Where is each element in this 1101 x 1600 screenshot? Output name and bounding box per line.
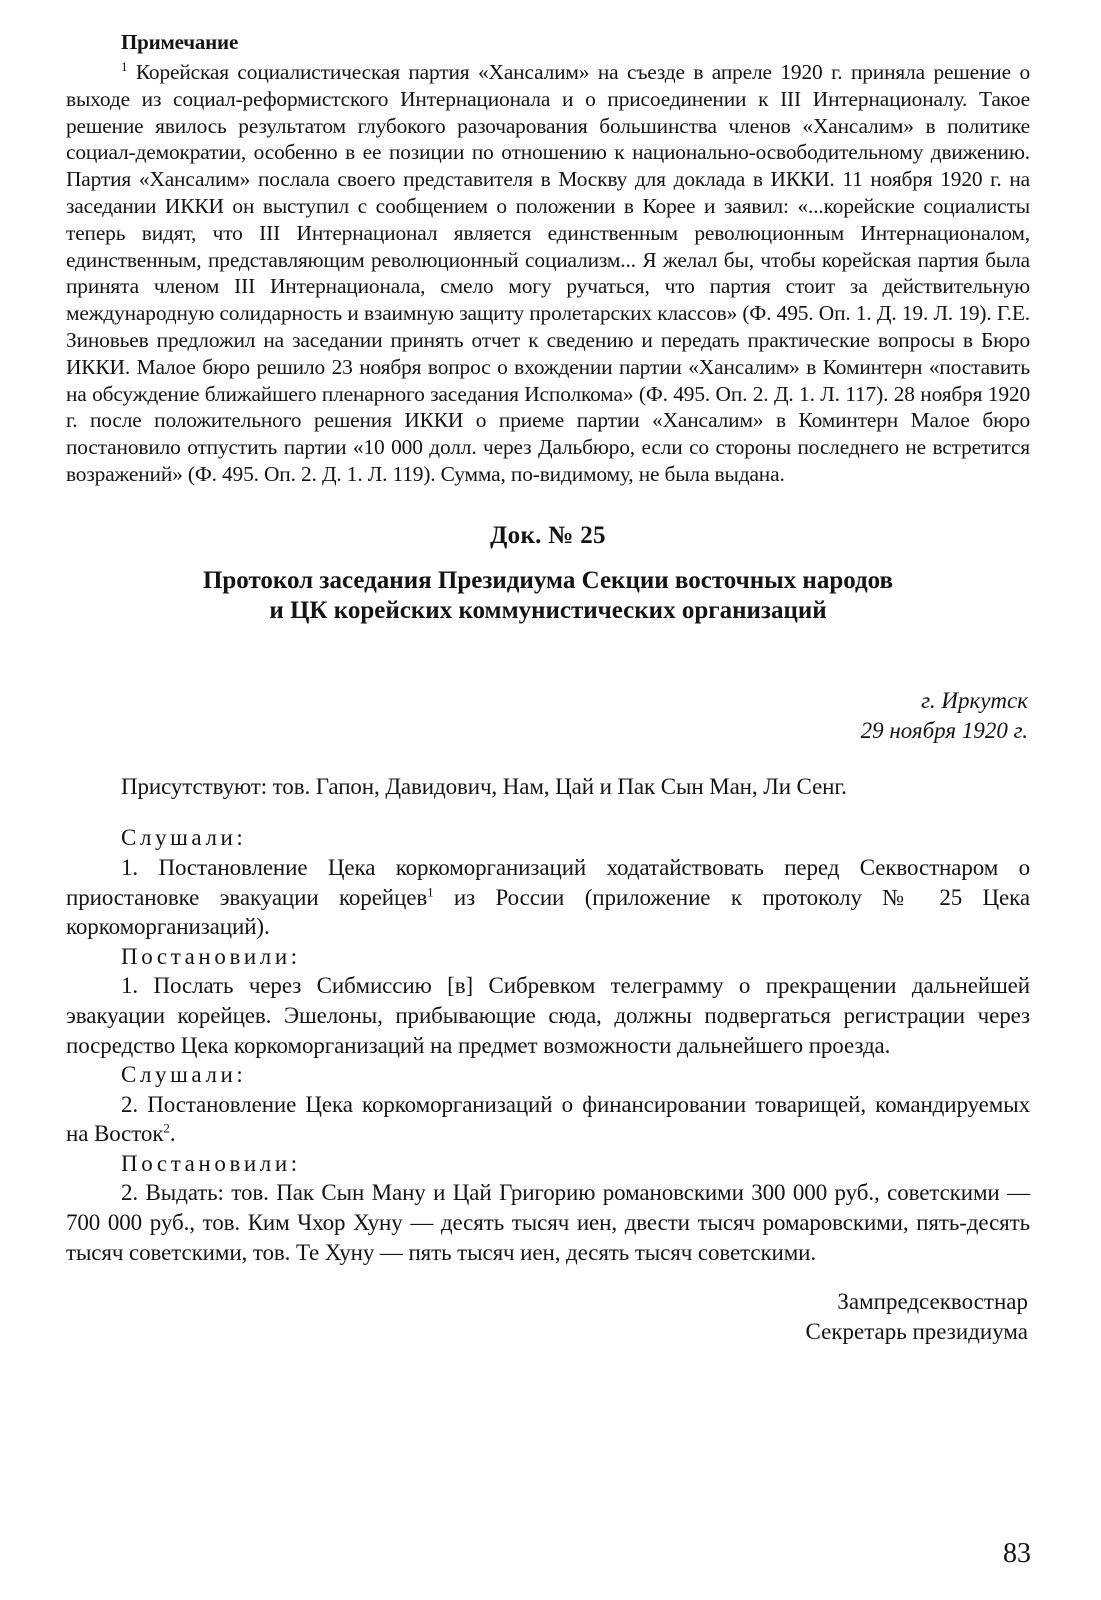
heard-item-1-text-end: из России (приложение к протоколу № 25 Цека коркоморганизаций). [66,884,1030,940]
resolved-label-2: Постановили: [121,1150,301,1176]
heard-item-2-text: 2. Постановление Цека коркоморганизаций о финансировании товарищей, командируемых на Восток [66,1091,1030,1147]
signature-block [66,1287,1030,1347]
resolved-item-2: 2. Выдать: тов. Пак Сын Ману и Цай Григорию романовскими 300 000 руб., советскими — 700 000 руб., тов. Ким Чхор Хуну — десять тысяч иен, двести тысяч ромаровскими, пять-десять тысяч советскими, тов. Те Хуну — пять тысяч иен, десять тысяч советскими. [66,1180,1030,1265]
document-title [66,566,1030,626]
footnote-text [66,59,1030,488]
document-title-line-2: и ЦК корейских коммунистических организаций [269,596,827,624]
footnote-ref-1: 1 [427,883,434,899]
footnote-body: Корейская социалистическая партия «Хансалим» на съезде в апреле 1920 г. приняла решение о выходе из социал-реформистского Интернационала и о присоединении к III Интернационалу. Такое решение явилось результатом глубокого разочарования большинства членов «Хансалим» в политике социал-демократии, особенно в ее позиции по отношению к национально-освободительному движению. Партия «Хансалим» послала своего представителя в Москву для доклада в ИККИ. 11 ноября 1920 г. на заседании ИККИ он выступил с сообщением о положении в Корее и заявил: «...корейские социалисты теперь видят, что III Интернационал является единственным революционным Интернационалом, единственным, представляющим революционный социализм... Я желал бы, чтобы корейская партия была принята членом III Интернационала, смело могу ручаться, что партия стоит за действительную международную солидарность и взаимную защиту пролетарских классов» (Ф. 495. Оп. 1. Д. 19. Л. 19). Г.Е. Зиновьев предложил на заседании принять отчет к сведению и передать практические вопросы в Бюро ИККИ. Малое бюро решило 23 ноября вопрос о вхождении партии «Хансалим» в Коминтерн «поставить на обсуждение ближайшего пленарного заседания Исполкома» (Ф. 495. Оп. 2. Д. 1. Л. 117). 28 ноября 1920 г. после положительного решения ИККИ о приеме партии «Хансалим» в Коминтерн Малое бюро постановило отпустить партии «10 000 долл. через Дальбюро, если со стороны последнего не встретится возражений» (Ф. 495. Оп. 2. Д. 1. Л. 119). Сумма, по-видимому, не была выдана. [66,60,1030,486]
heard-label-2: Слушали: [121,1062,247,1088]
signature-1: Зампредсеквостнар [837,1289,1028,1315]
document-number: Док. № 25 [490,521,606,549]
signature-2: Секретарь президиума [805,1319,1028,1345]
protocol-body [66,772,1030,1268]
resolved-label: Постановили: [121,943,301,969]
heard-item-2-text-end: . [169,1121,176,1147]
heard-label: Слушали: [121,825,247,851]
document-title-line-1: Протокол заседания Президиума Секции восточных народов [202,566,894,594]
document-page [66,30,1030,1347]
footnote-ref-2: 2 [163,1120,170,1136]
note-heading: Примечание [121,30,239,54]
heard-item-2 [66,1090,1030,1149]
page-number: 83 [1003,1538,1031,1569]
resolved-item-1: 1. Послать через Сибмиссию [в] Сибревком телеграмму о прекращении дальнейшей эвакуации корейцев. Эшелоны, прибывающие сюда, должны подвергаться регистрации через посредство Цека коркоморганизаций на предмет возможности дальнейшего проезда. [66,973,1030,1058]
document-place: г. Иркутск [921,687,1028,713]
document-date: 29 ноября 1920 г. [860,717,1028,743]
place-date-block [66,686,1030,746]
heard-item-1 [66,853,1030,942]
attendees: Присутствуют: тов. Гапон, Давидович, Нам, Цай и Пак Сын Ман, Ли Сенг. [121,773,847,799]
footnote-marker: 1 [121,58,128,74]
heard-item-1-text: 1. Постановление Цека коркоморганизаций ходатайствовать перед Секвостнаром о приостановке эвакуации корейцев [66,854,1030,910]
